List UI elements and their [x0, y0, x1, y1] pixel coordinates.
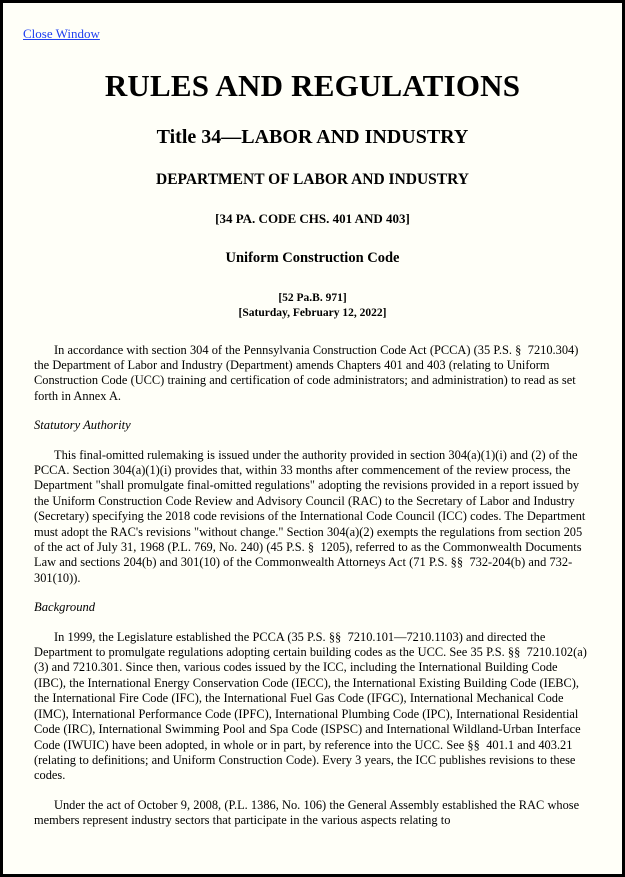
close-window-bar	[3, 3, 622, 43]
bulletin-citation-block	[3, 291, 622, 320]
bulletin-citation: [52 Pa.B. 971]	[278, 292, 347, 305]
document-body	[3, 343, 622, 829]
department-heading: DEPARTMENT OF LABOR AND INDUSTRY	[156, 170, 469, 188]
background-paragraph-2: Under the act of October 9, 2008, (P.L. 1386, No. 106) the General Assembly established the RAC whose members represent industry sectors that participate in the various aspects relating to	[34, 797, 580, 828]
document-header	[3, 69, 622, 321]
code-chapters-heading: [34 PA. CODE CHS. 401 AND 403]	[215, 210, 410, 226]
section-heading-background: Background	[34, 600, 96, 615]
background-paragraph-1: In 1999, the Legislature established the PCCA (35 P.S. §§ 7210.101—7210.1103) and directed the Department to promulgate regulations adopting certain building codes as the UCC. See 35 P.S. §§ 7210.102(a)(3) and 7210.301. Since then, various codes issued by the ICC, including the International Building Code (IBC), the International Energy Conservation Code (IECC), the International Existing Building Code (IEBC), the International Fire Code (IFC), the International Fuel Gas Code (IFGC), International Mechanical Code (IMC), International Performance Code (IPFC), International Plumbing Code (IPC), International Residential Code (IRC), International Swimming Pool and Spa Code (ISPSC) and International Wildland-Urban Interface Code (IWUIC) have been adopted, in whole or in part, by reference into the UCC. See §§ 401.1 and 403.21 (relating to definitions; and Uniform Construction Code). Every 3 years, the ICC publishes revisions to these codes.	[34, 629, 587, 783]
intro-paragraph: In accordance with section 304 of the Pennsylvania Construction Code Act (PCCA) (35 P.S. § 7210.304) the Department of Labor and Industry (Department) amends Chapters 401 and 403 (relating to Uniform Construction Code (UCC) training and certification of code administrators; and administration) to read as set forth in Annex A.	[34, 342, 579, 403]
section-heading-statutory-authority: Statutory Authority	[34, 418, 131, 433]
title-subheading: Title 34—LABOR AND INDUSTRY	[156, 125, 469, 148]
close-window-link[interactable]: Close Window	[23, 26, 100, 41]
statutory-authority-paragraph: This final-omitted rulemaking is issued under the authority provided in section 304(a)(1)(i) and (2) of the PCCA. Section 304(a)(1)(i) provides that, within 33 months after commencement of the review process, the Department "shall promulgate final-omitted regulations" adopting the revisions provided in a report issued by the Uniform Construction Code Review and Advisory Council (RAC) to the Secretary of Labor and Industry (Secretary) specifying the 2018 code revisions of the International Code Council (ICC) codes. The Department must adopt the RAC's revisions "without change." Section 304(a)(2) exempts the regulations from section 205 of the act of July 31, 1968 (P.L. 769, No. 240) (45 P.S. § 1205), referred to as the Commonwealth Documents Law and sections 204(b) and 301(10) of the Commonwealth Attorneys Act (71 P.S. §§ 732-204(b) and 732-301(10)).	[34, 447, 586, 585]
page-title: RULES AND REGULATIONS	[104, 68, 521, 103]
bulletin-date: [Saturday, February 12, 2022]	[238, 306, 387, 319]
subject-heading: Uniform Construction Code	[225, 250, 400, 267]
